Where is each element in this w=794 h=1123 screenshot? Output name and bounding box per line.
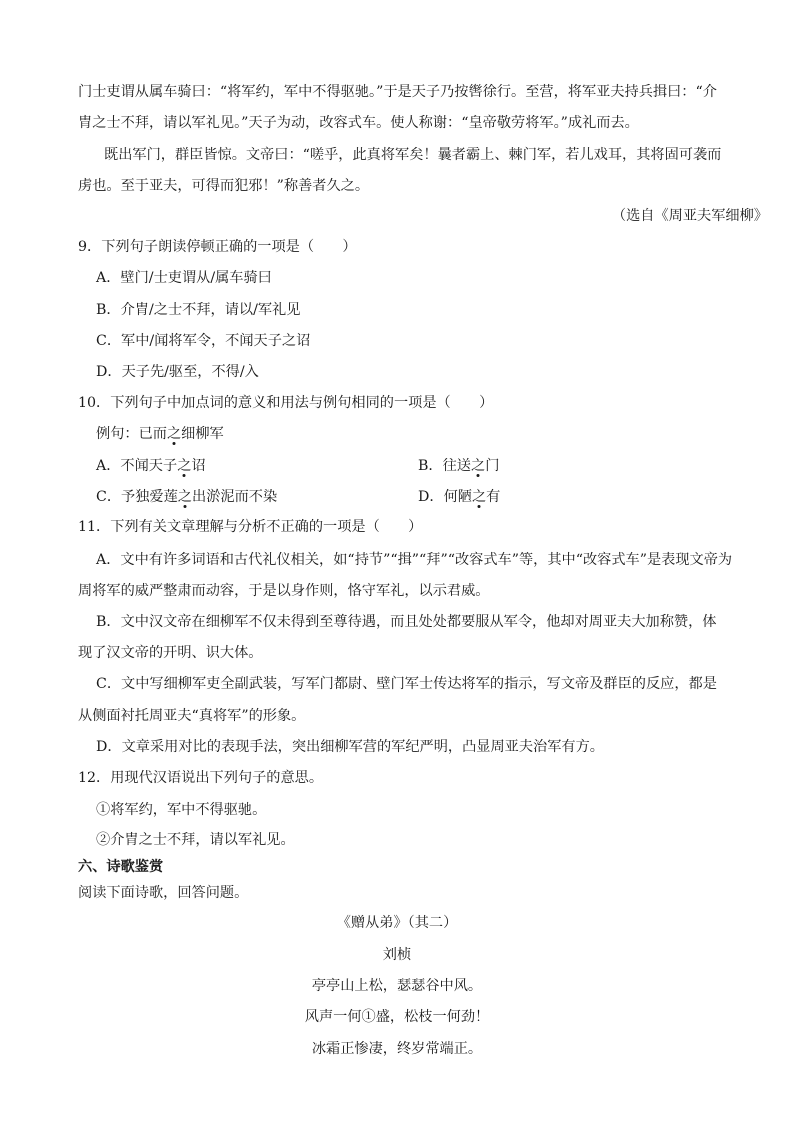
q10-example: 例句：已而之细柳军 <box>96 426 224 442</box>
q12-item-1: ①将军约，军中不得驱驰。 <box>96 802 267 818</box>
poem-line-3: 冰霜正惨凄，终岁常端正。 <box>311 1041 483 1057</box>
q12-stem: 12．用现代汉语说出下列句子的意思。 <box>78 770 324 786</box>
q10-option-a: A．不闻天子之诏 <box>96 458 206 474</box>
q11-option-a-line-1: A．文中有许多词语和古代礼仪相关，如“持节”“揖”“拜”“改容式车”等，其中“改容式车”是表现文帝为 <box>96 552 733 568</box>
q11-stem: 11．下列有关文章理解与分析不正确的一项是（ ） <box>78 519 423 535</box>
section-heading: 六、诗歌鉴赏 <box>78 859 164 875</box>
q11-option-d: D．文章采用对比的表现手法，突出细柳军营的军纪严明，凸显周亚夫治军有方。 <box>96 739 604 755</box>
q11-option-b-line-1: B．文中汉文帝在细柳军不仅未得到至尊待遇，而且处处都要服从军令，他却对周亚夫大加称赞，体 <box>96 614 717 630</box>
q12-item-2: ②介胄之士不拜，请以军礼见。 <box>96 832 295 848</box>
q9-option-d: D．天子先/驱至，不得/入 <box>96 364 259 380</box>
q11-option-c-line-2: 从侧面衬托周亚夫“真将军”的形象。 <box>78 708 306 724</box>
q10-option-c: C．予独爱莲之出淤泥而不染 <box>96 489 278 505</box>
passage-line-1: 门士吏谓从属车骑曰：“将军约，军中不得驱驰。”于是天子乃按辔徐行。至营，将军亚夫持兵揖曰：“介 <box>78 84 717 100</box>
poem-author: 刘桢 <box>382 947 412 963</box>
poem-title: 《赠从弟》（其二） <box>336 915 458 931</box>
section-instruction: 阅读下面诗歌，回答问题。 <box>78 885 249 901</box>
emphasis-dot-char: 之 <box>177 458 192 474</box>
q9-option-b: B．介胄/之士不拜，请以/军礼见 <box>96 302 301 318</box>
emphasis-dot-char: 之 <box>166 426 182 442</box>
q11-option-c-line-1: C．文中写细柳军吏全副武装，写军门都尉、壁门军士传达将军的指示，写文帝及群臣的反应，都是 <box>96 676 717 692</box>
q9-option-a: A．壁门/士吏谓从/属车骑曰 <box>96 270 272 286</box>
passage-line-2: 胄之士不拜，请以军礼见。”天子为动，改容式车。使人称谢：“皇帝敬劳将军。”成礼而去。 <box>78 115 639 131</box>
q9-option-c: C．军中/闻将军令，不闻天子之诏 <box>96 333 311 349</box>
poem-line-2: 风声一何①盛，松枝一何劲！ <box>304 1009 490 1025</box>
poem-line-1: 亭亭山上松，瑟瑟谷中风。 <box>311 978 483 994</box>
q11-option-a-line-2: 周将军的威严整肃而动容，于是以身作则，恪守军礼，以示君威。 <box>78 583 490 599</box>
q10-option-d: D．何陋之有 <box>418 489 501 505</box>
q9-stem: 9．下列句子朗读停顿正确的一项是（ ） <box>78 239 357 255</box>
passage-source: （选自《周亚夫军细柳》 <box>611 208 768 224</box>
emphasis-dot-char: 之 <box>471 458 486 474</box>
q11-option-b-line-2: 现了汉文帝的开明、识大体。 <box>78 645 263 661</box>
emphasis-dot-char: 之 <box>471 489 487 505</box>
passage-line-3: 既出军门，群臣皆惊。文帝曰：“嗟乎，此真将军矣！曩者霸上、棘门军，若儿戏耳，其将固可袭而 <box>104 147 722 163</box>
q10-stem: 10．下列句子中加点词的意义和用法与例句相同的一项是（ ） <box>78 395 494 411</box>
passage-line-4: 虏也。至于亚夫，可得而犯邪！”称善者久之。 <box>78 178 370 194</box>
emphasis-dot-char: 之 <box>177 489 192 505</box>
q10-option-b: B．往送之门 <box>418 458 500 474</box>
